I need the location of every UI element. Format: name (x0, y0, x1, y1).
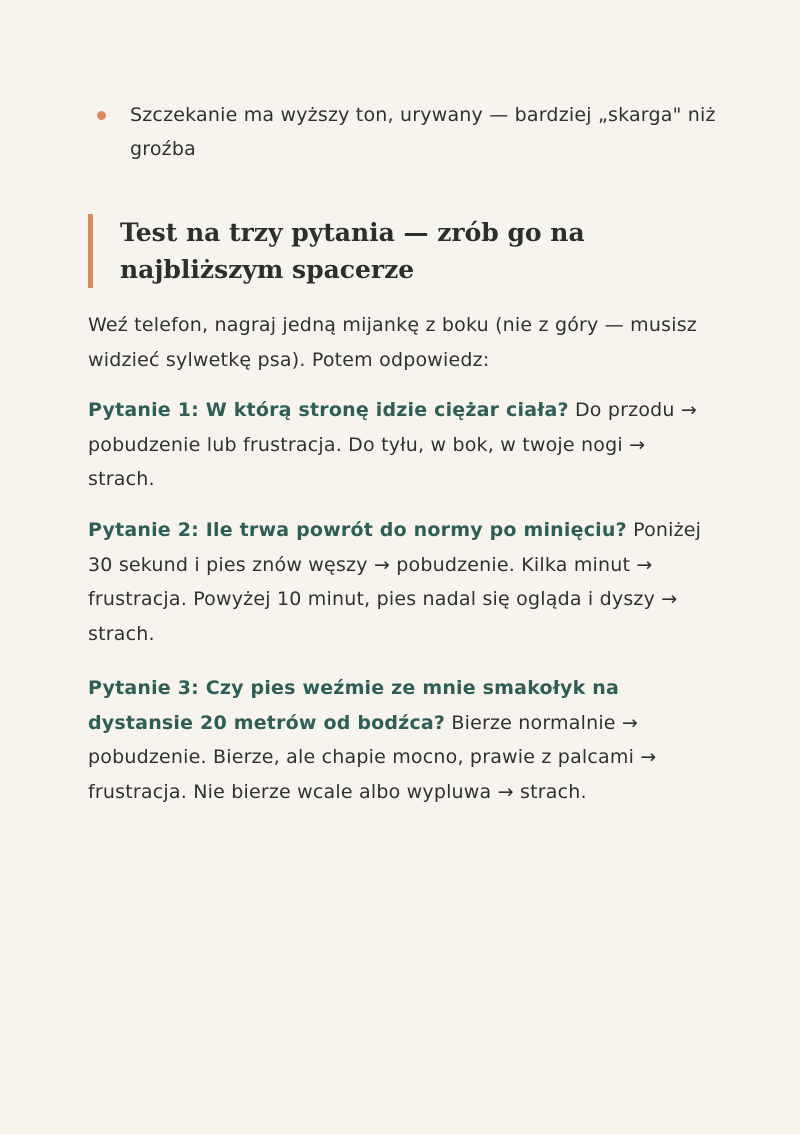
question-answer-3: Bierze normalnie → pobudzenie. Bierze, ale chapie mocno, prawie z palcami → frustracja. Nie bierze wcale albo wypluwa → strach. (88, 711, 657, 803)
bullet-dot-icon (97, 111, 106, 120)
callout-heading: Test na trzy pytania — zrób go na najbliższym spacerze (120, 218, 585, 284)
question-label-1: Pytanie 1: W którą stronę idzie ciężar ciała? (88, 399, 569, 421)
question-paragraph-1 (88, 393, 718, 497)
intro-paragraph: Weź telefon, nagraj jedną mijankę z boku (nie z góry — musisz widzieć sylwetkę psa). Potem odpowiedz: (88, 314, 697, 371)
question-paragraph-2 (88, 513, 718, 651)
callout-box (88, 214, 718, 288)
question-label-3: Pytanie 3: Czy pies weźmie ze mnie smakołyk na dystansie 20 metrów od bodźca? (88, 677, 620, 734)
question-label-2: Pytanie 2: Ile trwa powrót do normy po minięciu? (88, 519, 627, 541)
question-paragraph-3 (88, 671, 718, 809)
question-answer-1: Do przodu → pobudzenie lub frustracja. Do tyłu, w bok, w twoje nogi → strach. (88, 399, 698, 490)
list-item (88, 98, 718, 166)
question-answer-2: Poniżej 30 sekund i pies znów węszy → pobudzenie. Kilka minut → frustracja. Powyżej 10 minut, pies nadal się ogląda i dyszy → strach. (88, 519, 702, 645)
bullet-text: Szczekanie ma wyższy ton, urywany — bardziej „skarga" niż groźba (130, 104, 716, 160)
bullet-list (88, 98, 718, 166)
